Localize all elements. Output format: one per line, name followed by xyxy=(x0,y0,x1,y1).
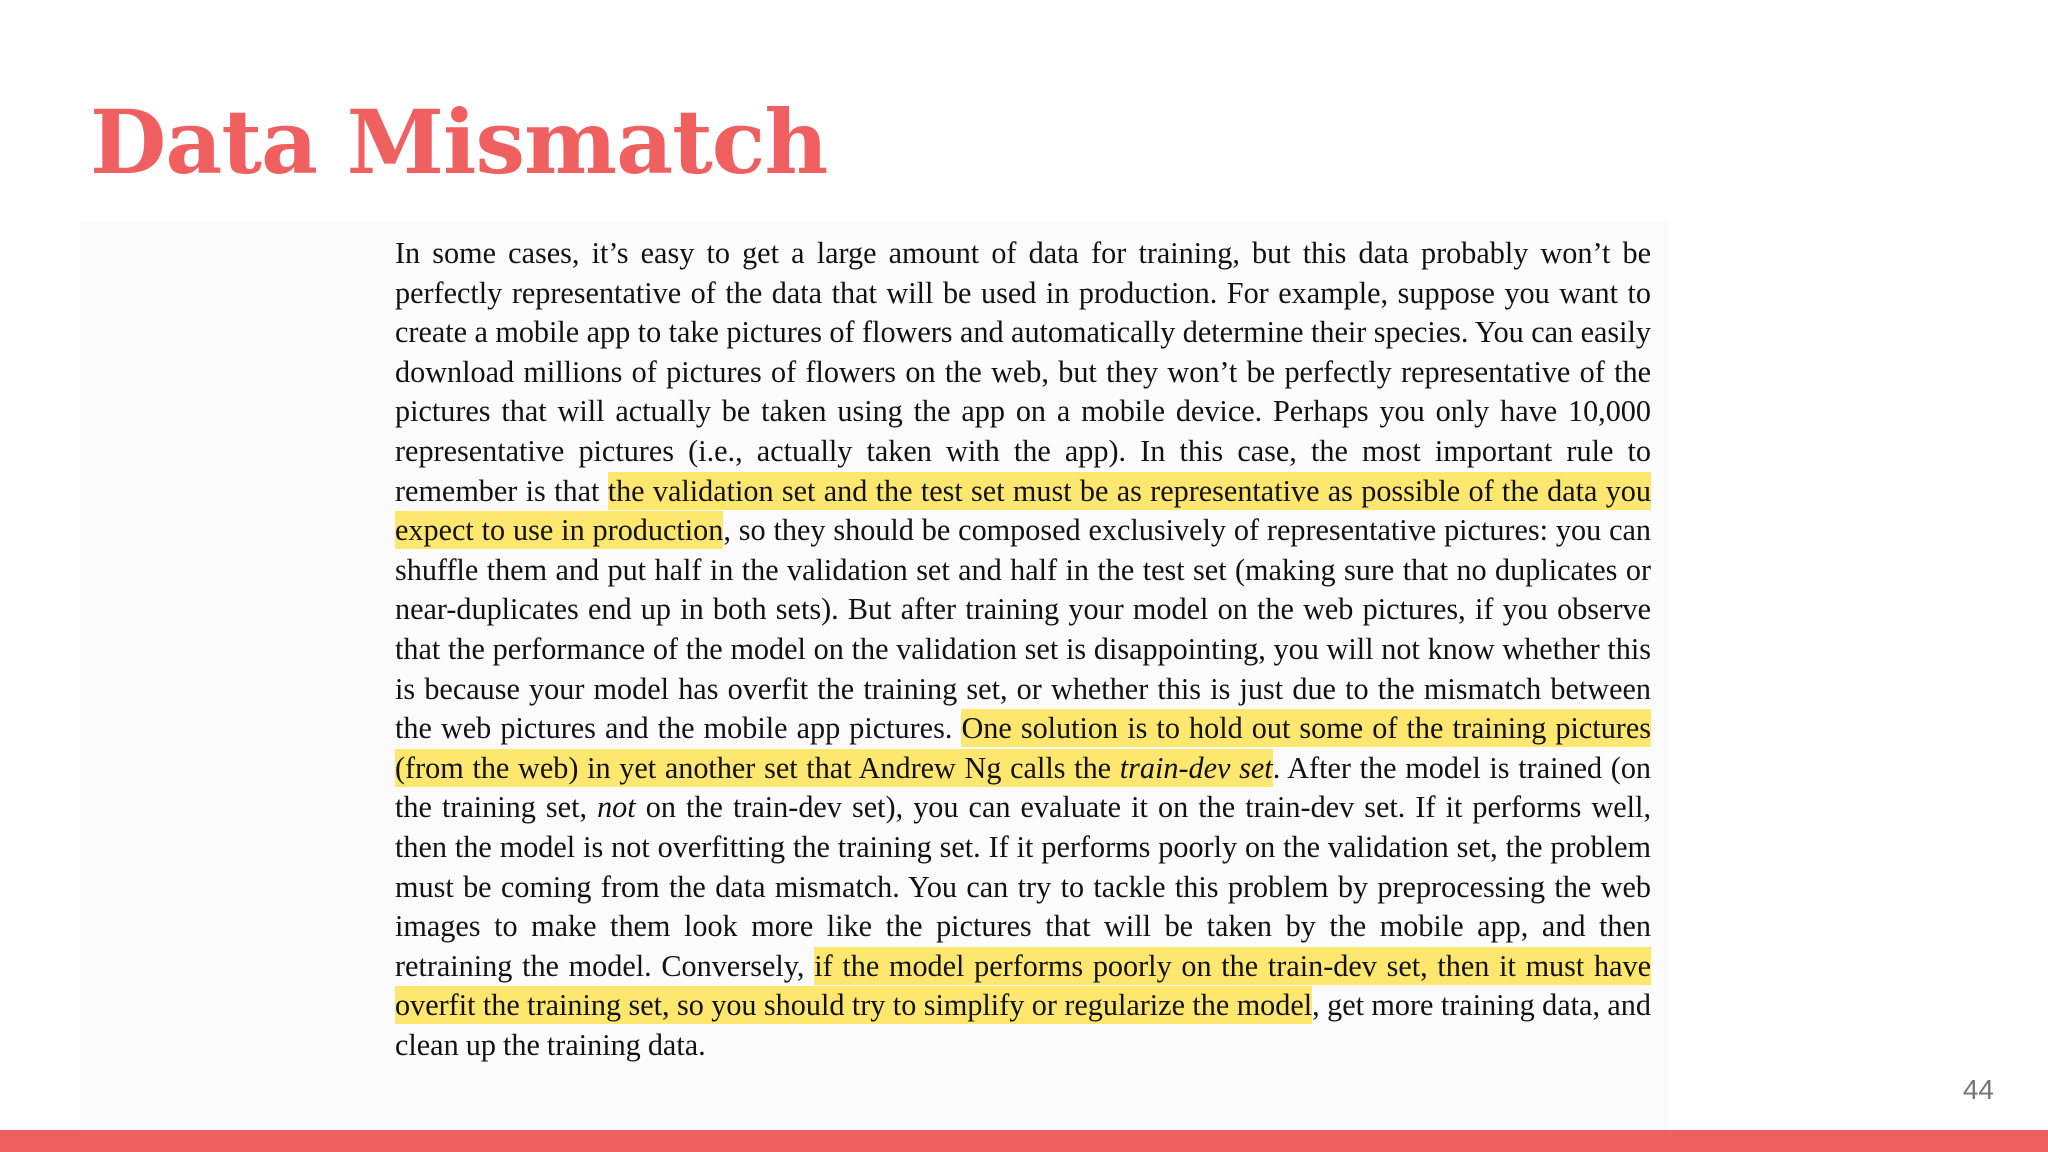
bottom-accent-bar xyxy=(0,1130,2048,1152)
highlighted-segment: if the model performs poorly on the train-dev set, then it must have overfit the training set, so you should try to simplify or regularize the model xyxy=(395,948,1651,1023)
excerpt-segment: , get more training data, and clean up the training data. xyxy=(395,988,1651,1062)
italic-emphasis: not xyxy=(597,790,636,825)
highlighted-segment: One solution is to hold out some of the training pictures (from the web) in yet another set that Andrew Ng calls the xyxy=(395,711,1651,785)
excerpt-segment: . After the model is trained (on the training set, xyxy=(395,750,1652,825)
slide-title: Data Mismatch xyxy=(90,90,828,194)
highlighted-italic-term: train-dev set xyxy=(1119,750,1273,785)
page-number: 44 xyxy=(1962,1074,1994,1105)
highlighted-segment: the validation set and the test set must be as representative as possible of the data you expect to use in production xyxy=(395,473,1651,548)
excerpt-segment: on the train-dev set), you can evaluate it on the train-dev set. If it performs well, then the model is not overfitting the training set. If it performs poorly on the validation set, the problem must be coming from the data mismatch. You can try to tackle this problem by preprocessing the web images to make them look more like the pictures that will be taken by the mobile app, and then retraining the model. Conversely, xyxy=(395,790,1651,983)
book-excerpt xyxy=(395,234,1651,1065)
excerpt-segment: In some cases, it’s easy to get a large amount of data for training, but this data probably won’t be perfectly representative of the data that will be used in production. For example, suppose you want to create a mobile app to take pictures of flowers and automatically determine their species. You can easily download millions of pictures of flowers on the web, but they won’t be perfectly representative of the pictures that will actually be taken using the app on a mobile device. Perhaps you only have 10,000 representative pictures (i.e., actually taken with the app). In this case, the most important rule to remember is that xyxy=(395,236,1651,508)
excerpt-segment: , so they should be composed exclusively of representative pictures: you can shuffle them and put half in the validation set and half in the test set (making sure that no duplicates or near-duplicates end up in both sets). But after training your model on the web pictures, if you observe that the performance of the model on the validation set is disappointing, you will not know whether this is because your model has overfit the training set, or whether this is just due to the mismatch between the web pictures and the mobile app pictures. xyxy=(395,513,1651,746)
